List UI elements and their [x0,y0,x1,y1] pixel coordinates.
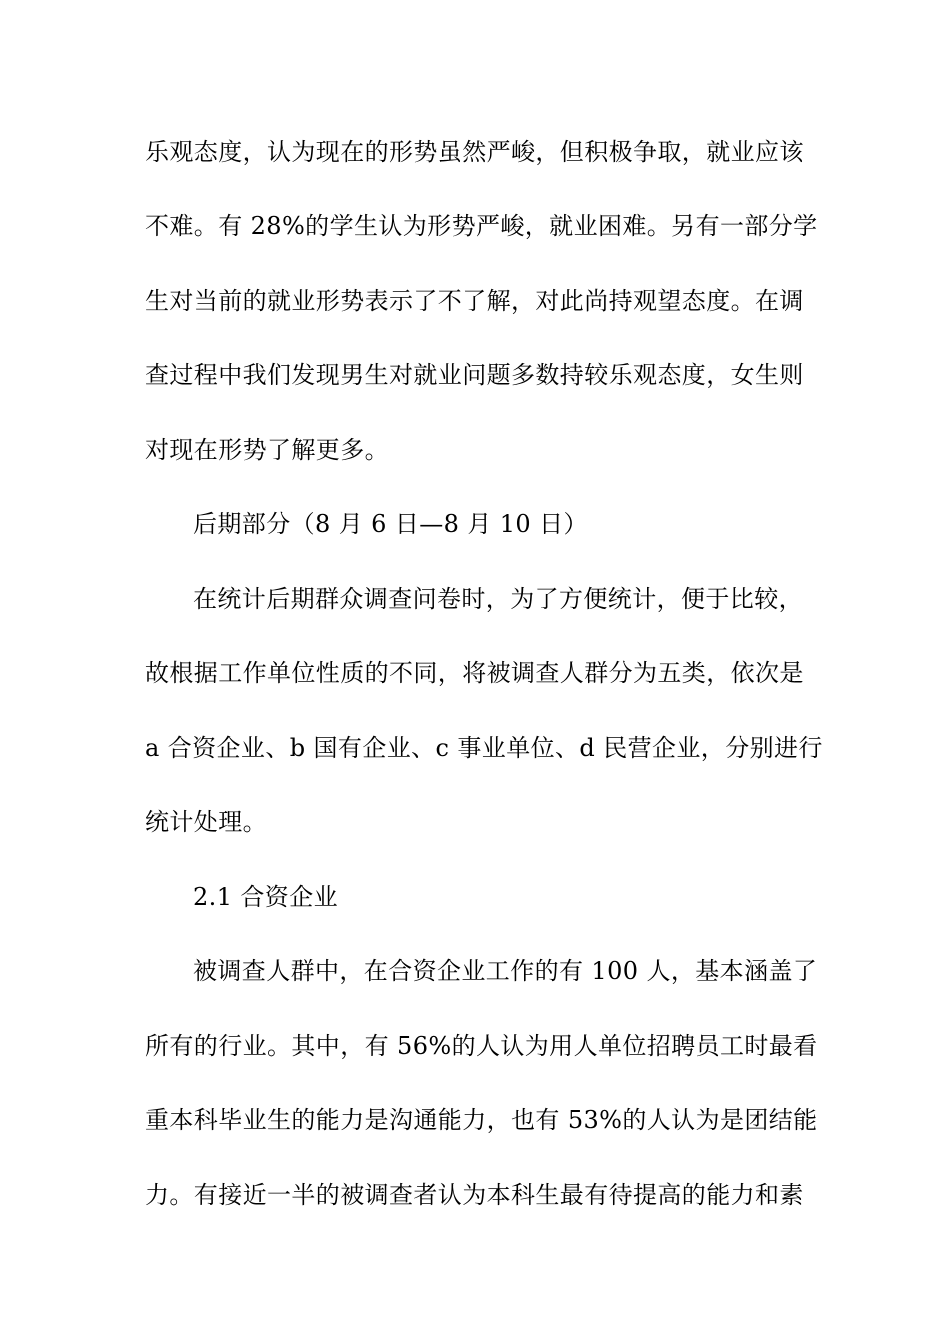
paragraph-line: 不难。有 28%的学生认为形势严峻，就业困难。另有一部分学 [145,212,818,240]
paragraph-line: 统计处理。 [145,808,267,836]
section-heading: 后期部分（8 月 6 日—8 月 10 日） [193,510,588,538]
paragraph-line: 在统计后期群众调查问卷时，为了方便统计，便于比较， [193,585,803,613]
paragraph-line: a 合资企业、b 国有企业、c 事业单位、d 民营企业，分别进行 [145,734,823,762]
paragraph-line: 查过程中我们发现男生对就业问题多数持较乐观态度，女生则 [145,361,804,389]
subsection-heading: 2.1 合资企业 [193,883,338,911]
paragraph-line: 被调查人群中，在合资企业工作的有 100 人，基本涵盖了 [193,957,818,985]
paragraph-line: 所有的行业。其中，有 56%的人认为用人单位招聘员工时最看 [145,1032,818,1060]
paragraph-line: 力。有接近一半的被调查者认为本科生最有待提高的能力和素 [145,1181,804,1209]
paragraph-line: 乐观态度，认为现在的形势虽然严峻，但积极争取，就业应该 [145,138,804,166]
paragraph-line: 对现在形势了解更多。 [145,436,389,464]
paragraph-line: 故根据工作单位性质的不同，将被调查人群分为五类，依次是 [145,659,804,687]
paragraph-line: 生对当前的就业形势表示了不了解，对此尚持观望态度。在调 [145,287,804,315]
paragraph-line: 重本科毕业生的能力是沟通能力，也有 53%的人认为是团结能 [145,1106,818,1134]
